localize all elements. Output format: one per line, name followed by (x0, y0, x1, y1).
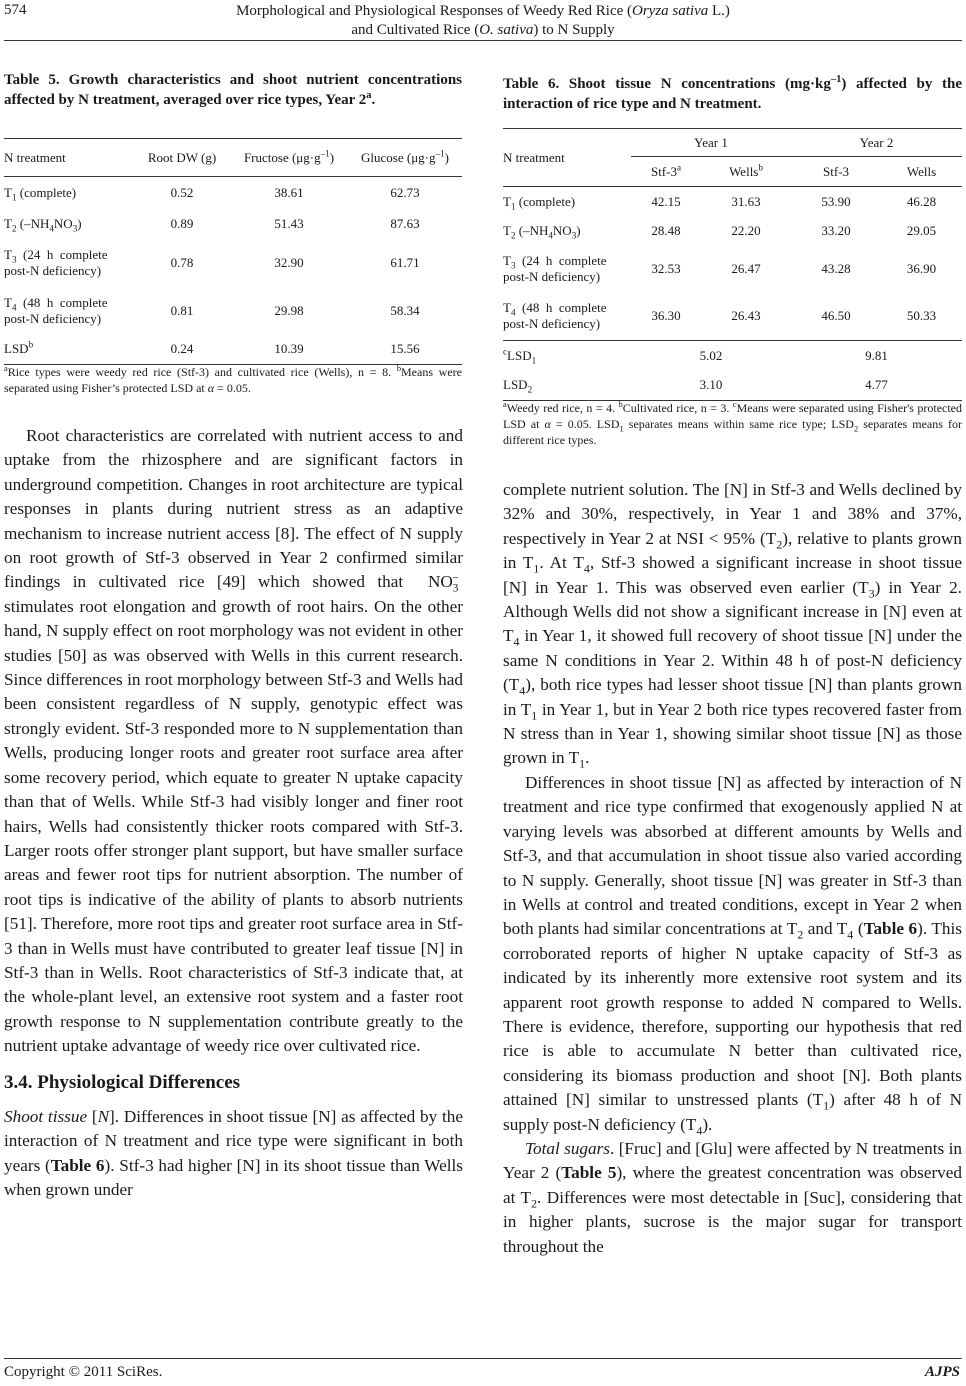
paragraph: complete nutrient solution. The [N] in Stf-3 and Wells declined by 32% and 30%, respectively, in Year 1 and 38% and 37%, respectively in Year 2 at NSI < 95% $(T_2)$, relative to plants grown in $T_1$. At $T_4$, Stf-3 showed a significant increase in shoot tissue [N] in Year 1. This was observed even earlier $(T_3)$ in Year 2. Although Wells did not show a significant increase in [N] even at $T_4$ in Year 1, it showed full recovery of shoot tissue [N] under the same N conditions in Year 2. Within 48 h of post-N deficiency $(T_4)$, both rice types had lesser shoot tissue [N] than plants grown in $T_1$ in Year 1, but in Year 2 both rice types recovered faster from N stress than in Year 1, showing similar shoot tissue [N] as those grown in $T_1$. (503, 480, 962, 771)
table5-cell: 61.71 (390, 254, 420, 270)
table5-header-treatment: N treatment (4, 149, 66, 165)
table5-cell: 87.63 (390, 215, 420, 231)
running-title-line1: Morphological and Physiological Responses of Weedy Red Rice (Oryza sativa L.) (236, 3, 730, 19)
running-title-line2: and Cultivated Rice (O. sativa) to N Supply (351, 22, 615, 38)
table6-lsd2-label: $LSD_2$ (503, 377, 533, 395)
table5-header-rootdw: Root DW (g) (147, 149, 217, 165)
table6-cell: 26.43 (731, 308, 761, 324)
table5-cell: 32.90 (274, 254, 304, 270)
table-row (503, 245, 962, 293)
table6-subheader: Stf-3$^a$ (650, 162, 682, 179)
table5-cell: 0.24 (170, 341, 194, 357)
table6-cell: 9.81 (865, 347, 888, 363)
table6-cell: 32.53 (651, 260, 681, 276)
paragraph: Total sugars. [Fruc] and [Glu] were affected by N treatments in Year 2 (Table 5), where the greatest concentration was observed at $T_2$. Differences were most detectable in [Suc], considering that in higher plants, sucrose is the major sugar for transport throughout the (503, 1138, 962, 1256)
table-row (4, 239, 462, 287)
table6-cell: 46.28 (906, 193, 937, 209)
table5-header-row (4, 139, 462, 177)
table6 (503, 128, 962, 402)
table6-header-row (503, 129, 962, 157)
table6-cell: 31.63 (731, 193, 761, 209)
paragraph: Shoot tissue [N]. Differences in shoot tissue [N] as affected by the interaction of N treatment and rice type were significant in both years (Table 6). Stf-3 had higher [N] in its shoot tissue than Wells when grown under (4, 1106, 463, 1200)
header-rule (4, 40, 962, 41)
section-heading: 3.4. Physiological Differences (4, 1071, 241, 1093)
table6-cell: 4.77 (865, 377, 888, 393)
table6-cell: 33.20 (821, 222, 851, 238)
table5-cell: 58.34 (390, 302, 420, 318)
table5-cell: 51.43 (274, 215, 304, 231)
page-number: 574 (4, 2, 27, 18)
table-row (4, 177, 462, 209)
table5-cell: 0.89 (170, 215, 194, 231)
table-row (503, 371, 962, 401)
table5-cell: 0.52 (170, 184, 194, 200)
table5-treatment: $T_4$ (48 h complete post-N deficiency) (4, 294, 108, 326)
running-title (0, 2, 966, 40)
right-column-body (503, 478, 962, 1259)
table6-cell: 43.28 (821, 260, 851, 276)
table5-header-fructose: Fructose $(\mu g\cdot g^{-1})$ (243, 148, 335, 165)
table5-cell: 62.73 (390, 184, 420, 200)
paragraph: Differences in shoot tissue [N] as affected by interaction of N treatment and rice type confirmed that exogenously applied N at varying levels was absorbed at different amounts by Wells and Stf-3, and that accumulation in shoot tissue also varied according to N supply. Generally, shoot tissue [N] was greater in Stf-3 than in Wells at control and treated conditions, except in Year 2 when both plants had similar concentrations at $T_2$ and $T_4$ (Table 6). This corroborated reports of higher N uptake capacity of Stf-3 as indicated by its inherently more extensive root system and its apparent root growth response to added N compared to Wells. There is evidence, therefore, supporting our hypothesis that red rice is able to accumulate N better than cultivated rice, considering its biomass production and shoot [N]. Both plants attained [N] similar to unstressed plants $(T_1)$ after 48 h of N supply post-N deficiency $(T_4)$. (503, 772, 962, 1137)
left-column-body (4, 424, 463, 1203)
table5-cell: 0.78 (170, 254, 194, 270)
table6-treatment: $T_2$ $(-NH_4NO_3)$ (503, 222, 581, 241)
paragraph: Root characteristics are correlated with nutrient access to and uptake from the rhizosphere and are significant factors in underground competition. Changes in root architecture are typical responses in plants during nutrient stress as an adaptive mechanism to increase nutrient access [8]. The effect of N supply on root growth of Stf-3 observed in Year 2 confirmed similar findings in cultivated rice [49] which showed that $NO_3^-$ stimulates root elongation and growth of root hairs. On the other hand, N supply effect on root morphology was not evident in other studies [50] as was observed with Wells in this current research. Since differences in root morphology between Stf-3 and Wells had been consistent regardless of N supply, genotypic effect was strongly evident. Stf-3 responded more to N supplementation than Wells, producing longer roots and greater root surface area after some recovery period, which equate to greater N uptake capacity than that of Wells. While Stf-3 had visibly longer and finer root hairs, Wells had consistently thicker roots compared with Stf-3. Larger roots offer stronger plant support, but have smaller surface areas and fewer root tips for nutrient absorption. The number of root tips is indicative of the ability of plants to absorb nutrients [51]. Therefore, more root tips and greater root surface area in Stf-3 than in Wells must have contributed to greater leaf tissue [N] in Stf-3 than in Wells. Root characteristics of Stf-3 indicate that, at the whole-plant level, an extensive root system and a faster root growth response to N supplementation contribute greatly to the nutrient uptake advantage of weedy rice over cultivated rice. (4, 426, 463, 1056)
table6-header-treatment: N treatment (503, 149, 565, 165)
table6-footnote: $^a$Weedy red rice, n = 4. $^b$Cultivated rice, n = 3. $^c$Means were separated using Fisher's protected LSD at α = 0.05. $LSD_1$ separates means within same rice type; $LSD_2$ separates means for different rice types. (503, 400, 963, 447)
table6-cell: 5.02 (699, 347, 723, 363)
table6-lsd1-label: $^cLSD_1$ (503, 346, 537, 366)
table6-cell: 36.30 (651, 308, 681, 324)
table6-cell: 46.50 (821, 308, 851, 324)
copyright: Copyright © 2011 SciRes. (4, 1364, 163, 1380)
table6-cell: 3.10 (699, 377, 723, 393)
table-row (4, 287, 462, 335)
table5-treatment: LSD$^b$ (4, 339, 34, 357)
table5-treatment: $T_1$ (complete) (4, 184, 77, 203)
table6-cell: 42.15 (651, 193, 681, 209)
table-row (4, 335, 462, 365)
table5-cell: 38.61 (274, 184, 304, 200)
table6-treatment: $T_4$ (48 h complete post-N deficiency) (503, 300, 607, 332)
table-row (503, 187, 962, 217)
table6-cell: 22.20 (731, 222, 761, 238)
table-row (503, 341, 962, 371)
table6-subheader: Wells (906, 163, 937, 179)
table-row (503, 293, 962, 341)
table6-header-year2: Year 2 (791, 129, 962, 157)
table6-treatment: $T_1$ (complete) (503, 193, 576, 212)
table6-cell: 29.05 (906, 222, 937, 238)
table6-cell: 50.33 (906, 308, 937, 324)
table5-treatment: $T_3$ (24 h complete post-N deficiency) (4, 246, 108, 278)
table6-cell: 53.90 (821, 193, 851, 209)
table6-treatment: $T_3$ (24 h complete post-N deficiency) (503, 252, 607, 284)
table5-caption: Table 5. Growth characteristics and shoot nutrient concentrations affected by N treatment, averaged over rice types, Year 2$^a$. (4, 72, 462, 108)
table5-footnote: $^a$Rice types were weedy red rice (Stf-3) and cultivated rice (Wells), n = 8. $^b$Means were separated using Fisher’s protected LSD at α = 0.05. (4, 364, 462, 395)
table-row (4, 209, 462, 239)
table6-cell: 28.48 (651, 222, 681, 238)
table5 (4, 138, 462, 366)
footer-rule (4, 1358, 962, 1359)
table6-cell: 36.90 (906, 260, 937, 276)
table5-cell: 10.39 (274, 341, 304, 357)
table6-header-year1: Year 1 (631, 129, 791, 157)
table6-subheader: Stf-3 (823, 163, 849, 179)
table5-cell: 0.81 (170, 302, 194, 318)
table5-cell: 29.98 (274, 302, 304, 318)
table-row (503, 217, 962, 245)
table5-header-glucose: Glucose $(\mu g\cdot g^{-1})$ (361, 148, 449, 165)
table6-cell: 26.47 (731, 260, 761, 276)
table5-cell: 15.56 (390, 341, 420, 357)
table6-caption: Table 6. Shoot tissue N concentrations $(mg\cdot kg^{-1})$ affected by the interaction of rice type and N treatment. (503, 74, 962, 112)
table6-subheader: Wells$^b$ (729, 162, 763, 179)
table5-treatment: $T_2$ $(-NH_4NO_3)$ (4, 215, 82, 234)
journal-name: AJPS (924, 1364, 960, 1380)
